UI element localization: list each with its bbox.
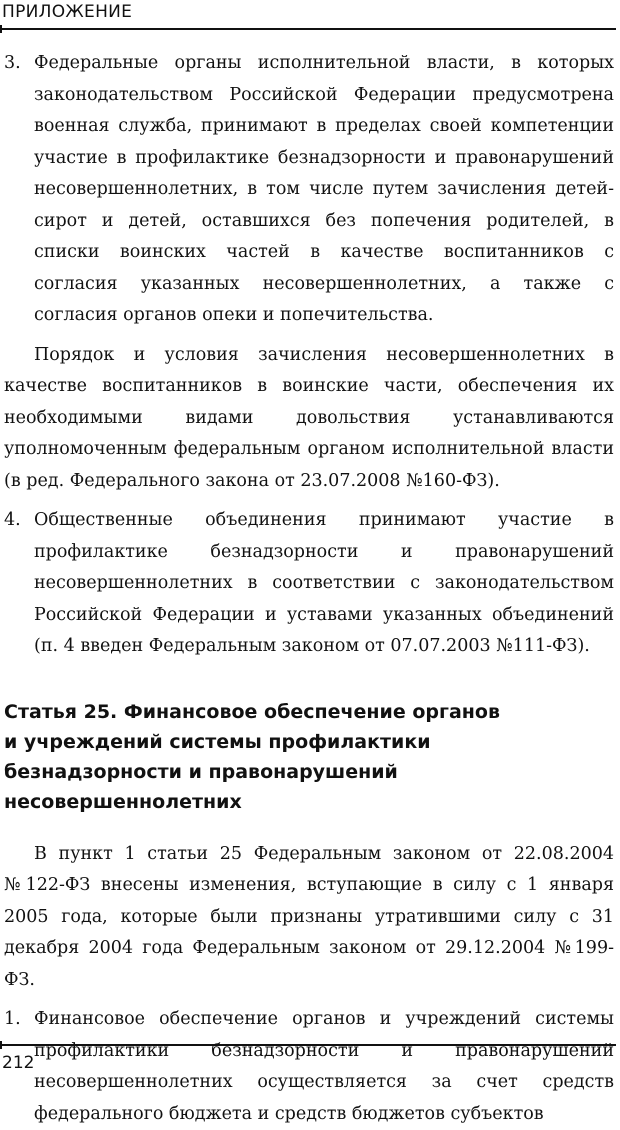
list-item-number: 3. xyxy=(4,53,21,73)
spacer xyxy=(4,996,614,1004)
footer-rule xyxy=(0,1044,616,1046)
page-number: 212 xyxy=(2,1053,35,1073)
list-item-3 xyxy=(4,48,614,332)
list-item-text: Федеральные органы исполнительной власти, в которых законодательством Российской Федерации предусмотрена военная служба, принимают в пределах своей компетенции участие в профилактике безнадзорности и правонарушений несовершеннолетних, в том числе путем зачисления детей-сирот и детей, оставшихся без попечения родителей, в списки воинских частей в качестве воспитанников с согласия указанных несовершеннолетних, а также с согласия органов опеки и попечительства. xyxy=(34,53,614,325)
article-heading-line: безнадзорности и правонарушений xyxy=(4,760,398,783)
spacer xyxy=(4,663,614,697)
spacer xyxy=(4,332,614,340)
article-heading xyxy=(4,697,614,817)
list-item-number: 4. xyxy=(4,510,21,530)
paragraph-enrollment-procedure: Порядок и условия зачисления несовершеннолетних в качестве воспитанников в воинские части, обеспечения их необходимыми видами довольствия устанавливаются уполномоченным федеральным органом исполнительной власти (в ред. Федерального закона от 23.07.2008 №160-ФЗ). xyxy=(4,344,614,491)
article-heading-line: Статья 25. Финансовое обеспечение органов xyxy=(4,700,500,723)
running-head: ПРИЛОЖЕНИЕ xyxy=(2,2,133,22)
list-item-text: Общественные объединения принимают участие в профилактике безнадзорности и правонарушений несовершеннолетних в соответствии с законодательством Российской Федерации и уставами указанных объединений (п. 4 введен Федеральным законом от 07.07.2003 №111-ФЗ). xyxy=(34,510,614,656)
paragraph-amendment-note: В пункт 1 статьи 25 Федеральным законом от 22.08.2004 №122-ФЗ внесены изменения, вступающие в силу с 1 января 2005 года, которые были признаны утратившими силу с 31 декабря 2004 года Федеральным законом от 29.12.2004 №199-ФЗ. xyxy=(4,843,614,990)
spacer xyxy=(4,817,614,839)
list-item-number: 1. xyxy=(4,1009,21,1029)
spacer xyxy=(4,497,614,505)
header-rule xyxy=(0,28,616,30)
article-heading-line: несовершеннолетних xyxy=(4,790,242,813)
list-item-text: Финансовое обеспечение органов и учреждений системы профилактики безнадзорности и правонарушений несовершеннолетних осуществляется за счет средств федерального бюджета и средств бюджетов субъектов xyxy=(34,1009,614,1124)
list-item-1 xyxy=(4,1004,614,1130)
article-heading-line: и учреждений системы профилактики xyxy=(4,730,431,753)
page-body xyxy=(4,48,614,1130)
list-item-4 xyxy=(4,505,614,663)
